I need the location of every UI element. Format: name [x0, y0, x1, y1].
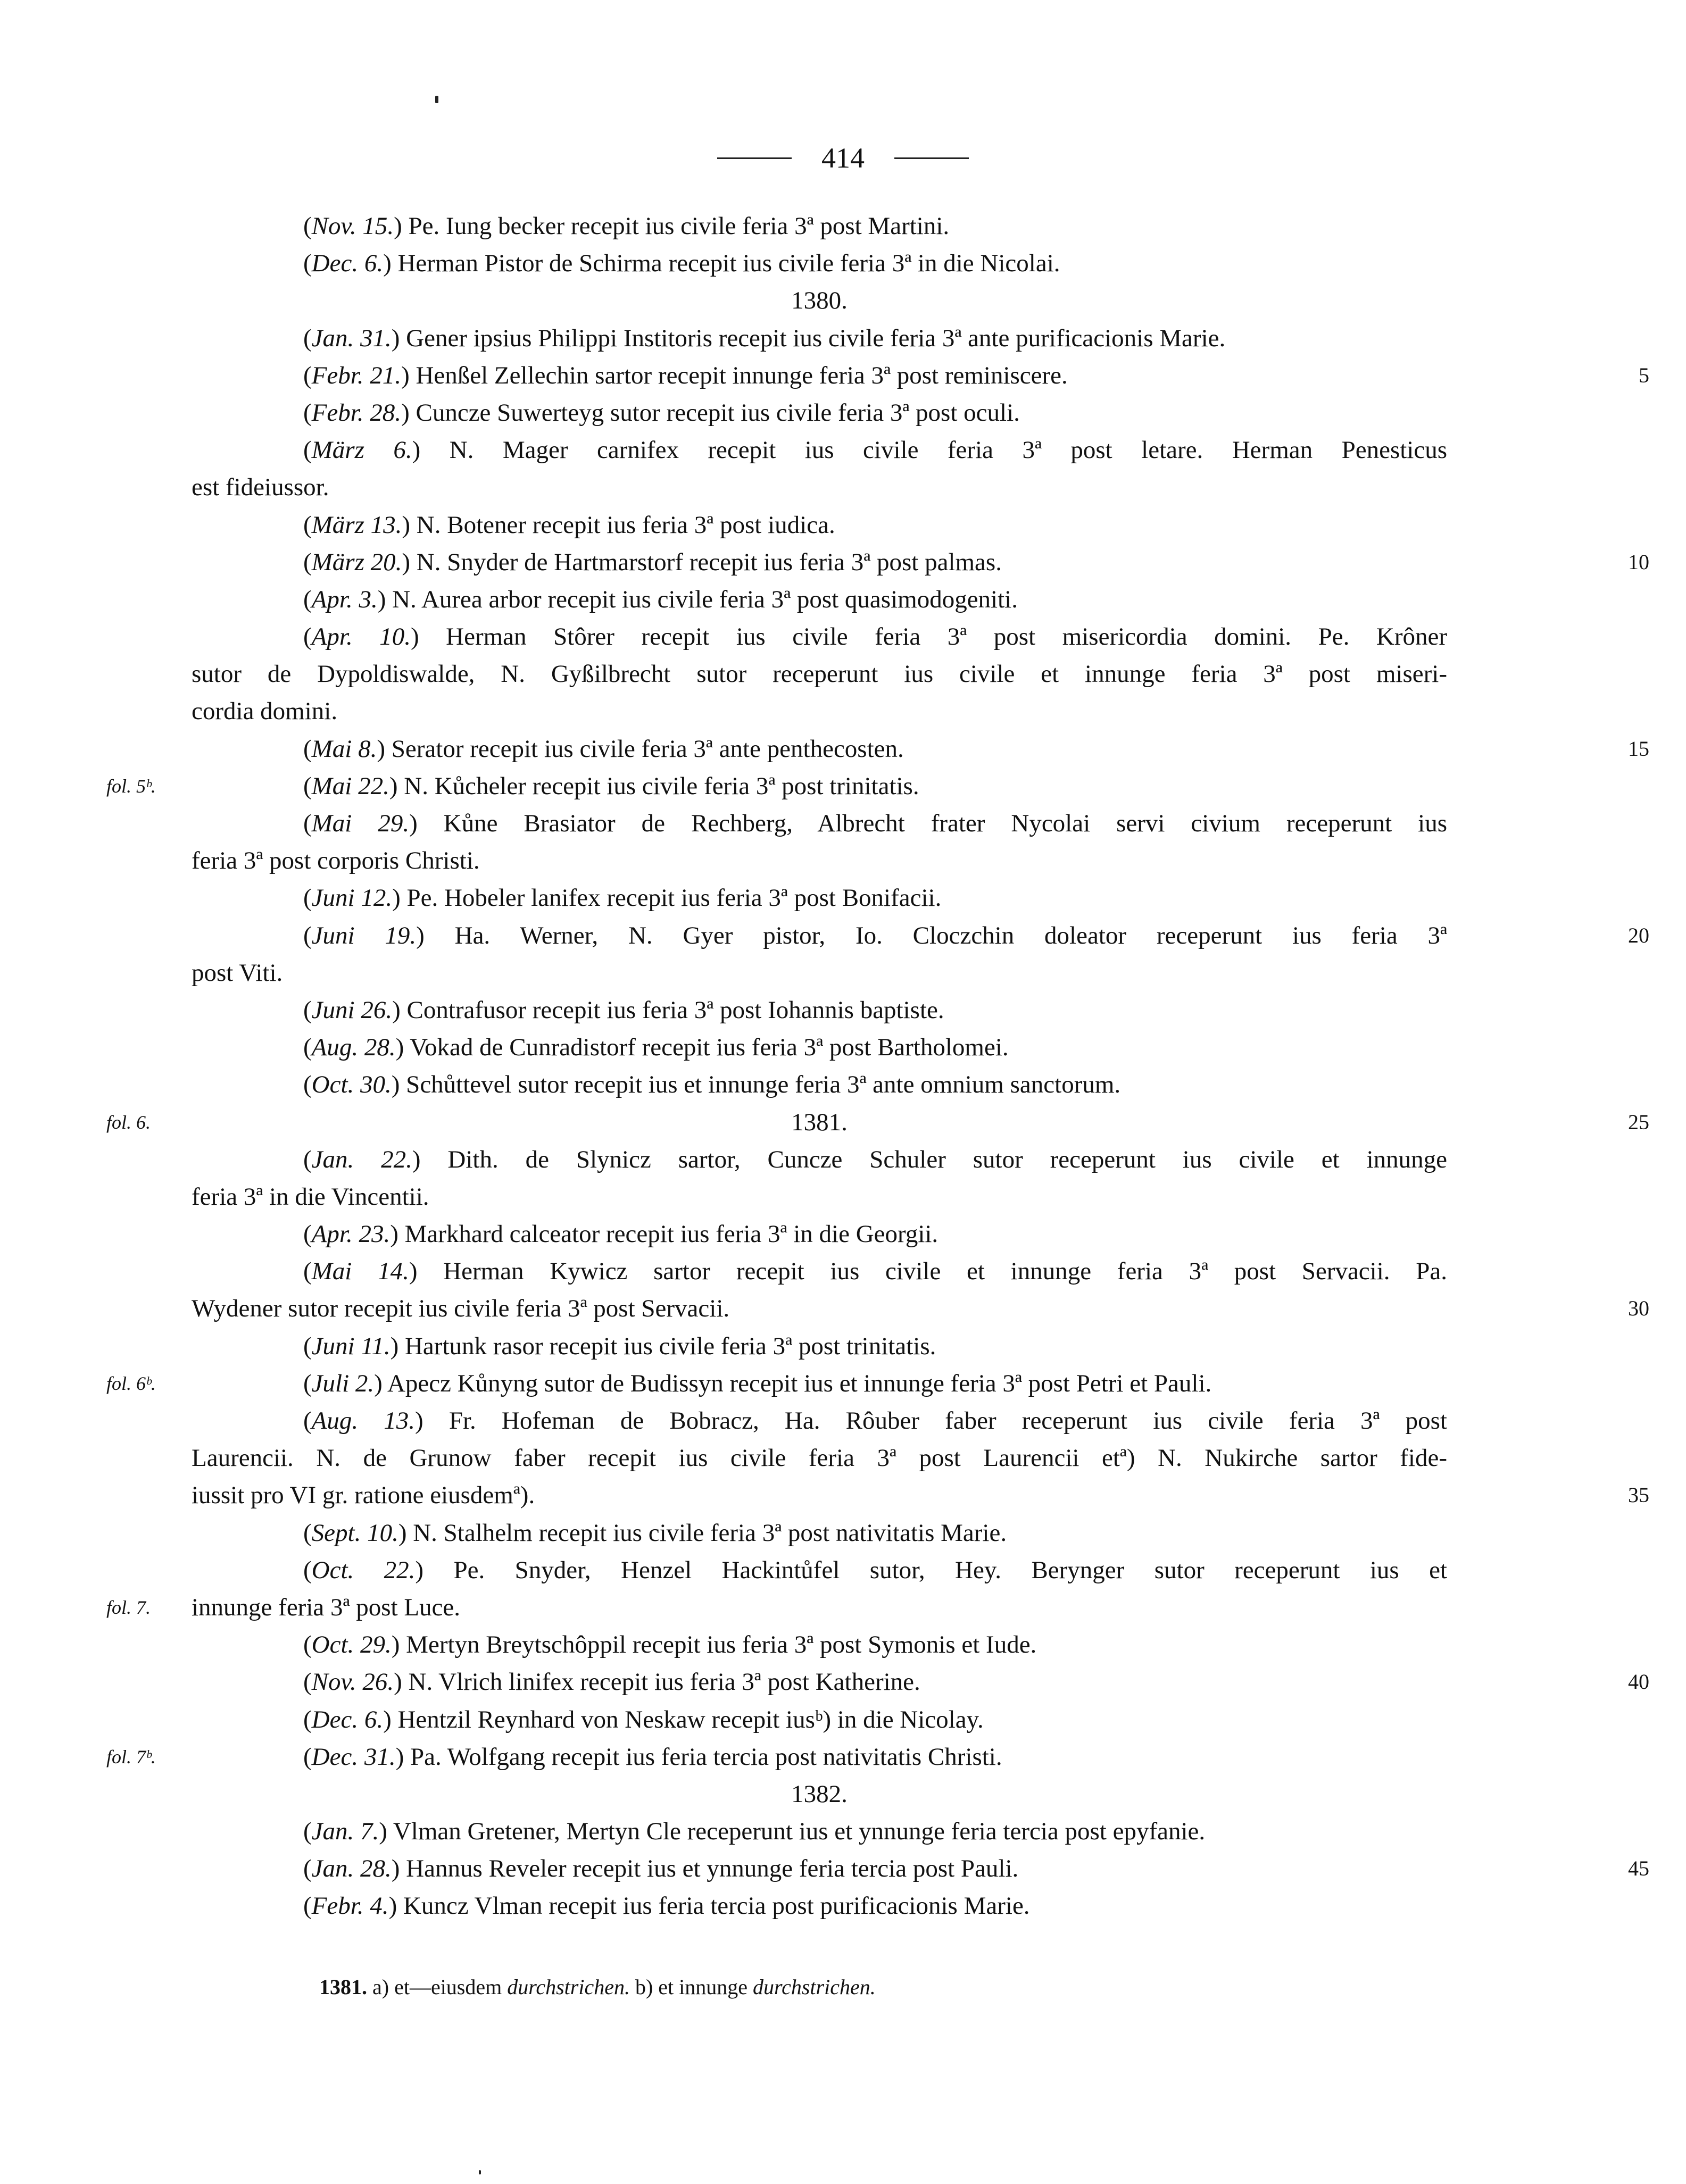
year-heading-text: 1382.: [791, 1780, 848, 1808]
text-line: [192, 1402, 1447, 1439]
line-number: 30: [1628, 1296, 1649, 1321]
text-line: [192, 320, 1447, 357]
line-text: feria 3ª post corporis Christi.: [192, 847, 480, 875]
line-text: (Juni 26.) Contrafusor recepit ius feria 3ª post Iohannis baptiste.: [303, 996, 944, 1024]
text-line: [192, 1365, 1447, 1402]
print-speck: [435, 96, 438, 103]
footnote-b-text: b) et innunge: [635, 1975, 748, 1999]
text-line: [192, 431, 1447, 469]
footnote-a-label: durchstrichen.: [507, 1975, 630, 1999]
text-line: [192, 1850, 1649, 1887]
line-text: (Dec. 6.) Herman Pistor de Schirma recepit ius civile feria 3ª in die Nicolai.: [303, 249, 1060, 278]
line-text: (Febr. 21.) Henßel Zellechin sartor recepit innunge feria 3ª post reminiscere.: [303, 361, 1068, 389]
document-body: [106, 207, 1649, 1925]
text-line: [192, 357, 1649, 394]
text-line: [192, 1514, 1447, 1552]
line-number: 15: [1628, 736, 1649, 761]
line-text: innunge feria 3ª post Luce.: [192, 1593, 460, 1621]
year-heading: [192, 282, 1447, 319]
line-text: (Oct. 29.) Mertyn Breytschôppil recepit ius feria 3ª post Symonis et Iude.: [303, 1631, 1037, 1659]
text-line: [192, 245, 1447, 282]
text-line: [192, 768, 1447, 805]
line-text: feria 3ª in die Vincentii.: [192, 1182, 429, 1211]
line-text: (Nov. 15.) Pe. Iung becker recepit ius civile feria 3ª post Martini.: [303, 212, 950, 240]
text-line: [192, 693, 1447, 730]
line-text: (Febr. 4.) Kuncz Vlman recepit ius feria tercia post purificacionis Marie.: [303, 1892, 1030, 1920]
line-text: post Viti.: [192, 958, 283, 987]
line-number: 25: [1628, 1110, 1649, 1134]
print-speck: [479, 2170, 481, 2174]
text-line: [192, 805, 1447, 842]
text-line: [192, 1477, 1649, 1514]
line-text: (März 6.) N. Mager carnifex recepit ius civile feria 3ª post letare. Herman Penesticus: [303, 436, 1447, 464]
line-text: iussit pro VI gr. ratione eiusdemª).: [192, 1481, 535, 1510]
line-text: (Mai 29.) Kůne Brasiator de Rechberg, Albrecht frater Nycolai servi civium receperunt ius: [303, 810, 1447, 837]
text-line: [192, 1887, 1447, 1924]
text-line: [192, 394, 1447, 431]
text-line: [192, 954, 1447, 991]
text-line: [192, 506, 1447, 544]
line-text: (Apr. 10.) Herman Stôrer recepit ius civile feria 3ª post misericordia domini. Pe. Krôner: [303, 623, 1447, 651]
text-line: [192, 1738, 1447, 1775]
line-number: 45: [1628, 1856, 1649, 1881]
text-line: [192, 1439, 1447, 1477]
text-line: [192, 991, 1447, 1029]
text-line: [192, 879, 1447, 916]
line-text: (Jan. 31.) Gener ipsius Philippi Institoris recepit ius civile feria 3ª ante purificacionis Marie.: [303, 324, 1226, 352]
line-text: (Mai 14.) Herman Kywicz sartor recepit ius civile et innunge feria 3ª post Servacii. Pa.: [303, 1257, 1447, 1286]
folio-note: fol. 5ᵇ.: [106, 775, 156, 797]
line-text: (Apr. 23.) Markhard calceator recepit ius feria 3ª in die Georgii.: [303, 1220, 938, 1248]
footnote-a-text: a) et—eiusdem: [372, 1975, 502, 1999]
year-heading: [192, 1775, 1447, 1813]
line-text: (Oct. 22.) Pe. Snyder, Henzel Hackintůfel sutor, Hey. Berynger sutor receperunt ius et: [303, 1556, 1447, 1584]
text-line: [192, 544, 1649, 581]
folio-note: fol. 7.: [106, 1596, 151, 1618]
footnote: [319, 1974, 876, 1999]
text-line: [192, 1589, 1447, 1626]
line-text: (Aug. 13.) Fr. Hofeman de Bobracz, Ha. Rôuber faber receperunt ius civile feria 3ª post: [303, 1407, 1447, 1435]
line-text: (Sept. 10.) N. Stalhelm recepit ius civile feria 3ª post nativitatis Marie.: [303, 1519, 1007, 1547]
line-text: (Mai 8.) Serator recepit ius civile feria 3ª ante penthecosten.: [303, 735, 904, 763]
text-line: [192, 842, 1447, 879]
year-heading: [192, 1104, 1649, 1141]
line-text: (Juni 11.) Hartunk rasor recepit ius civile feria 3ª post trinitatis.: [303, 1332, 936, 1360]
header-rule-left: [717, 157, 792, 159]
page-number: 414: [821, 142, 865, 174]
footnote-year: 1381.: [319, 1975, 367, 1999]
text-line: [192, 581, 1447, 618]
text-line: [192, 1663, 1649, 1700]
line-text: Wydener sutor recepit ius civile feria 3ª post Servacii.: [192, 1295, 730, 1323]
line-text: (Dec. 6.) Hentzil Reynhard von Neskaw recepit iusᵇ) in die Nicolay.: [303, 1705, 984, 1733]
line-text: (März 13.) N. Botener recepit ius feria 3ª post iudica.: [303, 511, 835, 539]
line-text: (Febr. 28.) Cuncze Suwerteyg sutor recepit ius civile feria 3ª post oculi.: [303, 398, 1020, 427]
footnote-b-label: durchstrichen.: [753, 1975, 876, 1999]
text-line: [192, 618, 1447, 655]
line-text: (Nov. 26.) N. Vlrich linifex recepit ius feria 3ª post Katherine.: [303, 1668, 920, 1696]
text-line: [192, 1290, 1649, 1327]
line-text: est fideiussor.: [192, 473, 329, 502]
text-line: [192, 1626, 1447, 1663]
text-line: [192, 1178, 1447, 1215]
line-text: (Oct. 30.) Schůttevel sutor recepit ius et innunge feria 3ª ante omnium sanctorum.: [303, 1071, 1121, 1099]
line-text: (Juni 19.) Ha. Werner, N. Gyer pistor, Io. Cloczchin doleator receperunt ius feria 3ª: [303, 921, 1448, 949]
line-number: 20: [1628, 923, 1649, 947]
folio-note: fol. 7ᵇ.: [106, 1746, 156, 1768]
folio-note: fol. 6ᵇ.: [106, 1372, 156, 1394]
line-text: (Aug. 28.) Vokad de Cunradistorf recepit ius feria 3ª post Bartholomei.: [303, 1033, 1009, 1062]
text-line: [192, 1141, 1447, 1178]
line-text: (Dec. 31.) Pa. Wolfgang recepit ius feria tercia post nativitatis Christi.: [303, 1743, 1002, 1771]
line-text: (Juli 2.) Apecz Kůnyng sutor de Budissyn recepit ius et innunge feria 3ª post Petri et Pauli.: [303, 1369, 1212, 1397]
line-text: (März 20.) N. Snyder de Hartmarstorf recepit ius feria 3ª post palmas.: [303, 548, 1002, 576]
line-number: 10: [1628, 549, 1649, 574]
text-line: [192, 655, 1447, 693]
text-line: [192, 1029, 1447, 1066]
text-line: [192, 469, 1447, 506]
text-line: [192, 917, 1649, 954]
text-line: [192, 1215, 1447, 1253]
line-text: (Jan. 22.) Dith. de Slynicz sartor, Cuncze Schuler sutor receperunt ius civile et innunge: [303, 1145, 1447, 1173]
line-text: (Juni 12.) Pe. Hobeler lanifex recepit ius feria 3ª post Bonifacii.: [303, 884, 942, 912]
line-text: (Apr. 3.) N. Aurea arbor recepit ius civile feria 3ª post quasimodogeniti.: [303, 585, 1018, 613]
line-number: 40: [1628, 1670, 1649, 1694]
line-number: 5: [1639, 363, 1649, 387]
header-rule-right: [894, 157, 969, 159]
line-number: 35: [1628, 1483, 1649, 1507]
text-line: [192, 1813, 1447, 1850]
line-text: Laurencii. N. de Grunow faber recepit ius civile feria 3ª post Laurencii etª) N. Nukirche sartor fide-: [192, 1444, 1447, 1472]
year-heading-text: 1381.: [791, 1108, 848, 1136]
line-text: sutor de Dypoldiswalde, N. Gyßilbrecht sutor receperunt ius civile et innunge feria 3ª post miseri-: [192, 660, 1447, 688]
line-text: (Mai 22.) N. Kůcheler recepit ius civile feria 3ª post trinitatis.: [303, 772, 919, 800]
line-text: cordia domini.: [192, 697, 338, 726]
line-text: (Jan. 7.) Vlman Gretener, Mertyn Cle receperunt ius et ynnunge feria tercia post epyfanie.: [303, 1818, 1206, 1846]
year-heading-text: 1380.: [791, 287, 848, 315]
line-text: (Jan. 28.) Hannus Reveler recepit ius et ynnunge feria tercia post Pauli.: [303, 1855, 1019, 1883]
folio-note: fol. 6.: [106, 1111, 151, 1133]
text-line: [192, 1253, 1447, 1290]
page-header: [0, 139, 1686, 177]
text-line: [192, 207, 1447, 245]
